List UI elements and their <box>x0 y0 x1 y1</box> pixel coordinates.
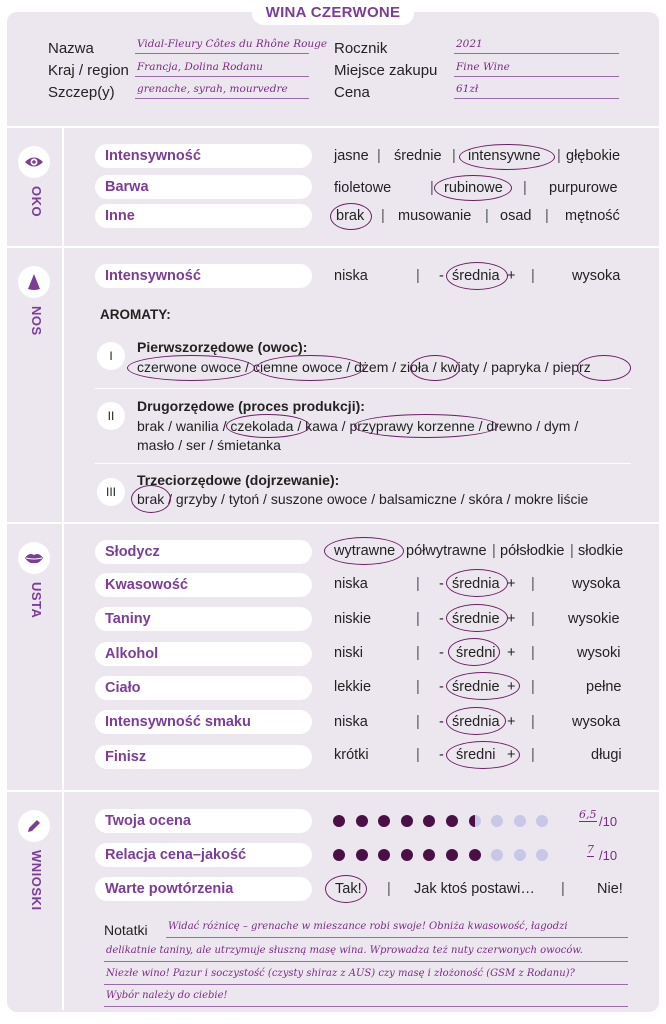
aroma-papryka[interactable]: papryka <box>491 359 541 375</box>
rating-dot[interactable] <box>446 849 458 861</box>
vintage-field[interactable]: 2021 <box>454 36 619 54</box>
divider <box>7 126 659 128</box>
option-acidity-mid[interactable]: średnia <box>452 576 500 592</box>
secondary-aromas-list-2: masło / ser / śmietanka <box>137 437 281 453</box>
aromas-heading: AROMATY: <box>100 307 171 322</box>
rating-dot[interactable] <box>514 815 526 827</box>
secondary-number: II <box>97 402 125 430</box>
flavor-intensity-label: Intensywność smaku <box>95 710 312 734</box>
name-field[interactable]: Vidal-Fleury Côtes du Rhône Rouge <box>135 36 309 54</box>
option-finish-low[interactable]: krótki <box>334 747 369 763</box>
finish-label: Finisz <box>95 745 312 769</box>
aroma-balsamiczne[interactable]: balsamiczne <box>379 491 457 507</box>
notes-label: Notatki <box>104 922 148 938</box>
option-flavor-mid[interactable]: średnia <box>452 714 500 730</box>
option-brak[interactable]: brak <box>336 208 365 224</box>
option-wysoka[interactable]: wysoka <box>572 268 621 284</box>
option-acidity-low[interactable]: niska <box>334 576 368 592</box>
aroma-brak[interactable]: brak <box>137 418 165 434</box>
option-alcohol-low[interactable]: niski <box>334 645 364 661</box>
selection-circle <box>446 569 508 597</box>
option-flavor-high[interactable]: wysoka <box>572 714 621 730</box>
selection-circle <box>127 355 255 381</box>
option-body-low[interactable]: lekkie <box>334 679 372 695</box>
tertiary-aromas-title: Trzeciorzędowe (dojrzewanie): <box>137 472 340 488</box>
tertiary-aromas-list: brak / grzyby / tytoń / suszone owoce / balsamiczne / skóra / mokre liście <box>137 491 589 507</box>
option-jasne[interactable]: jasne <box>334 148 369 164</box>
notes-line: Wybór należy do ciebie! <box>106 990 228 1001</box>
aroma-kwiaty[interactable]: kwiaty <box>440 359 480 375</box>
rating-value: 6,5 <box>579 808 597 821</box>
selection-circle <box>410 355 460 381</box>
eye-icon <box>18 146 50 178</box>
rating-dot[interactable] <box>469 849 481 861</box>
notes-line: Widać różnicę – grenache w mieszance robi swoje! Obniża kwasowość, łagodzi <box>168 921 568 932</box>
section-label-eye: OKO <box>29 186 44 218</box>
option-rubinowe[interactable]: rubinowe <box>444 180 503 196</box>
aroma-ciemne-owoce[interactable]: ciemne owoce <box>252 359 343 375</box>
rating-dot[interactable] <box>401 815 413 827</box>
rating-dot[interactable] <box>356 849 368 861</box>
aroma-ziola[interactable]: zioła <box>400 359 429 375</box>
value-value: 7 <box>587 843 594 856</box>
selection-circle <box>434 175 512 201</box>
option-nie[interactable]: Nie! <box>597 881 623 897</box>
alcohol-label: Alkohol <box>95 642 312 666</box>
rating-dot[interactable] <box>333 849 345 861</box>
option-metnosc[interactable]: mętność <box>565 208 620 224</box>
option-glebokie[interactable]: głębokie <box>566 148 621 164</box>
nose-icon <box>18 266 50 298</box>
selection-circle <box>459 144 555 170</box>
option-finish-high[interactable]: długi <box>591 747 622 763</box>
notes-line: Niezłe wino! Pazur i soczystość (czysty shiraz z AUS) czy masę i złożoność (GSM z Rodanu)? <box>106 968 575 979</box>
aroma-tyton[interactable]: tytoń <box>228 491 260 507</box>
price-label: Cena <box>334 84 370 101</box>
option-polwytrawne[interactable]: półwytrawne <box>406 543 487 559</box>
option-alcohol-high[interactable]: wysoki <box>577 645 621 661</box>
option-jak-ktos-postawi[interactable]: Jak ktoś postawi… <box>414 881 535 897</box>
lips-icon <box>18 542 50 574</box>
name-label: Nazwa <box>48 40 94 57</box>
selection-circle <box>256 355 364 381</box>
aroma-czerwone-owoce[interactable]: czerwone owoce <box>137 359 242 375</box>
option-niska[interactable]: niska <box>334 268 368 284</box>
section-label-nose: NOS <box>29 306 44 336</box>
divider <box>7 246 659 248</box>
aroma-dzem[interactable]: dżem <box>354 359 389 375</box>
vintage-label: Rocznik <box>334 40 388 57</box>
rating-label: Twoja ocena <box>95 809 312 833</box>
grape-field[interactable]: grenache, syrah, mourvedre <box>135 81 309 99</box>
option-purpurowe[interactable]: purpurowe <box>549 180 618 196</box>
rating-dot[interactable] <box>469 815 481 827</box>
section-label-conclusions: WNIOSKI <box>29 850 44 911</box>
option-tak[interactable]: Tak! <box>335 881 362 897</box>
selection-circle <box>446 707 506 735</box>
option-slodkie[interactable]: słodkie <box>578 543 624 559</box>
grape-label: Szczep(y) <box>48 84 115 101</box>
option-body-high[interactable]: pełne <box>586 679 622 695</box>
option-polslodkie[interactable]: półsłodkie <box>500 543 565 559</box>
option-tannins-low[interactable]: niskie <box>334 611 372 627</box>
aroma-suszone-owoce[interactable]: suszone owoce <box>270 491 368 507</box>
eye-intensity-label: Intensywność <box>95 144 312 168</box>
selection-circle <box>446 741 520 769</box>
option-fioletowe[interactable]: fioletowe <box>334 180 392 196</box>
divider <box>7 790 659 792</box>
option-osad[interactable]: osad <box>500 208 532 224</box>
option-acidity-high[interactable]: wysoka <box>572 576 621 592</box>
aroma-wanilia[interactable]: wanilia <box>175 418 219 434</box>
tannins-label: Taniny <box>95 607 312 631</box>
selection-circle <box>448 638 500 666</box>
option-srednia[interactable]: średnia <box>452 268 500 284</box>
aroma-pieprz[interactable]: pieprz <box>552 359 591 375</box>
aroma-grzyby[interactable]: grzyby <box>175 491 218 507</box>
aroma-brak[interactable]: brak <box>137 491 165 507</box>
rating-max: /10 <box>599 814 618 829</box>
country-label: Kraj / region <box>48 62 129 79</box>
selection-circle <box>354 414 498 438</box>
pencil-icon <box>18 810 50 842</box>
aroma-drewno[interactable]: drewno <box>486 418 533 434</box>
selection-circle <box>131 485 171 513</box>
aroma-skora[interactable]: skóra <box>468 491 503 507</box>
body-label: Ciało <box>95 676 312 700</box>
sweetness-label: Słodycz <box>95 540 312 564</box>
selection-circle <box>446 672 520 700</box>
option-tannins-mid[interactable]: średnie <box>452 611 500 627</box>
primary-aromas-title: Pierwszorzędowe (owoc): <box>137 339 308 355</box>
selection-circle <box>325 875 367 903</box>
acidity-label: Kwasowość <box>95 573 312 597</box>
aroma-maslo[interactable]: masło <box>137 437 175 453</box>
repeat-label: Warte powtórzenia <box>95 877 312 901</box>
primary-aromas-list: czerwone owoce / ciemne owoce / dżem / zioła / kwiaty / papryka / pieprz <box>137 359 591 375</box>
aroma-smietanka[interactable]: śmietanka <box>217 437 281 453</box>
eye-color-label: Barwa <box>95 175 312 199</box>
aroma-kawa[interactable]: kawa <box>305 418 338 434</box>
rating-dot[interactable] <box>401 849 413 861</box>
divider <box>7 522 659 524</box>
secondary-aromas-title: Drugorzędowe (proces produkcji): <box>137 398 365 414</box>
nose-intensity-label: Intensywność <box>95 264 312 288</box>
selection-circle <box>577 355 631 381</box>
value-max: /10 <box>599 848 618 863</box>
aroma-mokre-liscie[interactable]: mokre liście <box>514 491 589 507</box>
price-field[interactable]: 61zł <box>454 81 619 99</box>
aroma-czekolada[interactable]: czekolada <box>230 418 294 434</box>
country-field[interactable]: Francja, Dolina Rodanu <box>135 59 309 77</box>
selection-circle <box>330 203 372 230</box>
aroma-dym[interactable]: dym <box>544 418 571 434</box>
option-alcohol-mid[interactable]: średni <box>456 645 496 661</box>
selection-circle <box>324 537 404 565</box>
option-srednie[interactable]: średnie <box>394 148 442 164</box>
selection-circle <box>446 262 508 290</box>
place-label: Miejsce zakupu <box>334 62 438 79</box>
secondary-aromas-list-1: brak / wanilia / czekolada / kawa / przyprawy korzenne / drewno / dym / <box>137 418 579 434</box>
option-body-mid[interactable]: średnie <box>452 679 500 695</box>
rating-dot[interactable] <box>446 815 458 827</box>
section-label-mouth: USTA <box>29 582 44 619</box>
option-tannins-high[interactable]: wysokie <box>568 611 620 627</box>
aroma-przyprawy-korzenne[interactable]: przyprawy korzenne <box>349 418 475 434</box>
option-musowanie[interactable]: musowanie <box>398 208 472 224</box>
rating-dot[interactable] <box>514 849 526 861</box>
rating-dot[interactable] <box>356 815 368 827</box>
rating-dot[interactable] <box>333 815 345 827</box>
option-wytrawne[interactable]: wytrawne <box>334 543 396 559</box>
primary-number: I <box>97 342 125 370</box>
tertiary-number: III <box>97 478 125 506</box>
selection-circle <box>226 414 310 438</box>
page-title: WINA CZERWONE <box>252 1 414 25</box>
option-finish-mid[interactable]: średni <box>456 747 496 763</box>
aroma-ser[interactable]: ser <box>186 437 206 453</box>
option-intensywne[interactable]: intensywne <box>468 148 541 164</box>
option-flavor-low[interactable]: niska <box>334 714 368 730</box>
eye-other-label: Inne <box>95 204 312 228</box>
selection-circle <box>446 604 508 632</box>
place-field[interactable]: Fine Wine <box>454 59 619 77</box>
value-label: Relacja cena–jakość <box>95 843 312 867</box>
notes-line: delikatnie taniny, ale utrzymuje słuszną masę wina. Wprowadza też nuty czerwonych owoców. <box>106 945 583 956</box>
